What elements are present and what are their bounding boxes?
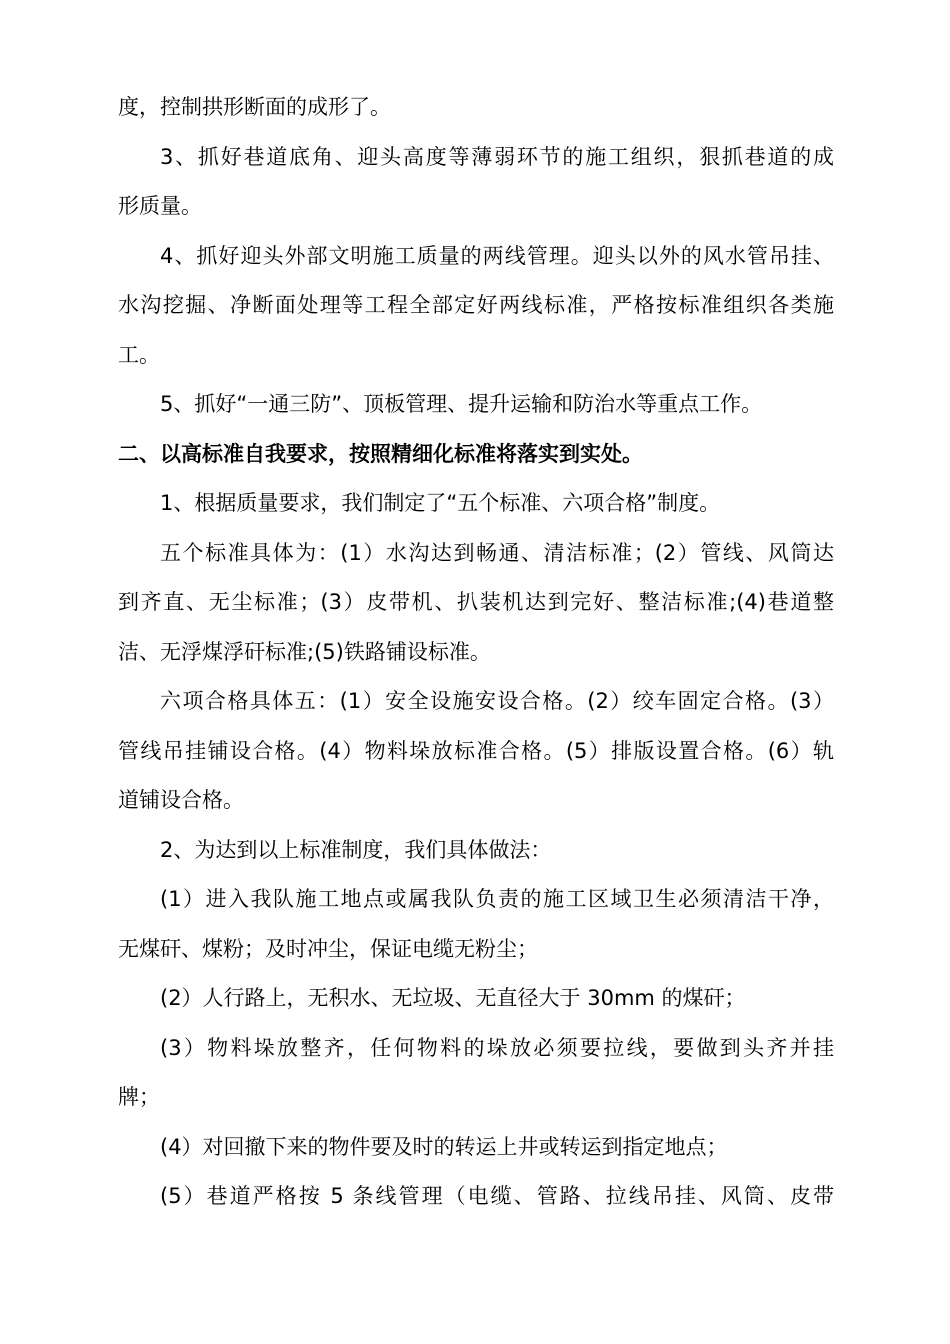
- document-page: [118, 83, 834, 1222]
- paragraph-line: (3）物料垛放整齐，任何物料的垛放必须要拉线，要做到头齐并挂: [160, 1035, 834, 1060]
- paragraph-line: 工。: [118, 342, 160, 367]
- paragraph-line: 道铺设合格。: [118, 788, 244, 812]
- paragraph-line: 洁、无浮煤浮矸标准;(5)铁路铺设标准。: [118, 639, 491, 664]
- paragraph-line: 六项合格具体五：(1）安全设施安设合格。(2）绞车固定合格。(3）: [160, 689, 834, 713]
- paragraph-line: (2）人行路上，无积水、无垃圾、无直径大于 30mm 的煤矸；: [160, 986, 746, 1010]
- paragraph-line: 无煤矸、煤粉；及时冲尘，保证电缆无粉尘；: [118, 936, 538, 961]
- paragraph-line: 度，控制拱形断面的成形了。: [118, 95, 391, 119]
- paragraph-line: 牌；: [118, 1085, 160, 1109]
- paragraph-line: 1、根据质量要求，我们制定了“五个标准、六项合格”制度。: [160, 491, 721, 515]
- paragraph-line: 形质量。: [118, 194, 202, 218]
- paragraph-line: 4、抓好迎头外部文明施工质量的两线管理。迎头以外的风水管吊挂、: [160, 243, 834, 268]
- paragraph-line: (5）巷道严格按 5 条线管理（电缆、管路、拉线吊挂、风筒、皮带: [160, 1184, 834, 1208]
- paragraph-line: (1）进入我队施工地点或属我队负责的施工区域卫生必须清洁干净，: [160, 887, 834, 911]
- paragraph-line: 管线吊挂铺设合格。(4）物料垛放标准合格。(5）排版设置合格。(6）轨: [118, 738, 834, 763]
- paragraph-line: 5、抓好“一通三防”、顶板管理、提升运输和防治水等重点工作。: [160, 392, 763, 416]
- paragraph-line: (4）对回撤下来的物件要及时的转运上井或转运到指定地点；: [160, 1134, 728, 1159]
- paragraph-line: 五个标准具体为：(1）水沟达到畅通、清洁标准；(2）管线、风筒达: [160, 540, 834, 565]
- paragraph-line: 2、为达到以上标准制度，我们具体做法：: [160, 837, 552, 862]
- paragraph-line: 水沟挖掘、净断面处理等工程全部定好两线标准，严格按标准组织各类施: [118, 293, 834, 317]
- section-heading: 二、以高标准自我要求，按照精细化标准将落实到实处。: [118, 441, 643, 466]
- paragraph-line: 到齐直、无尘标准；(3）皮带机、扒装机达到完好、整洁标准;(4)巷道整: [118, 590, 834, 614]
- paragraph-line: 3、抓好巷道底角、迎头高度等薄弱环节的施工组织，狠抓巷道的成: [160, 144, 834, 169]
